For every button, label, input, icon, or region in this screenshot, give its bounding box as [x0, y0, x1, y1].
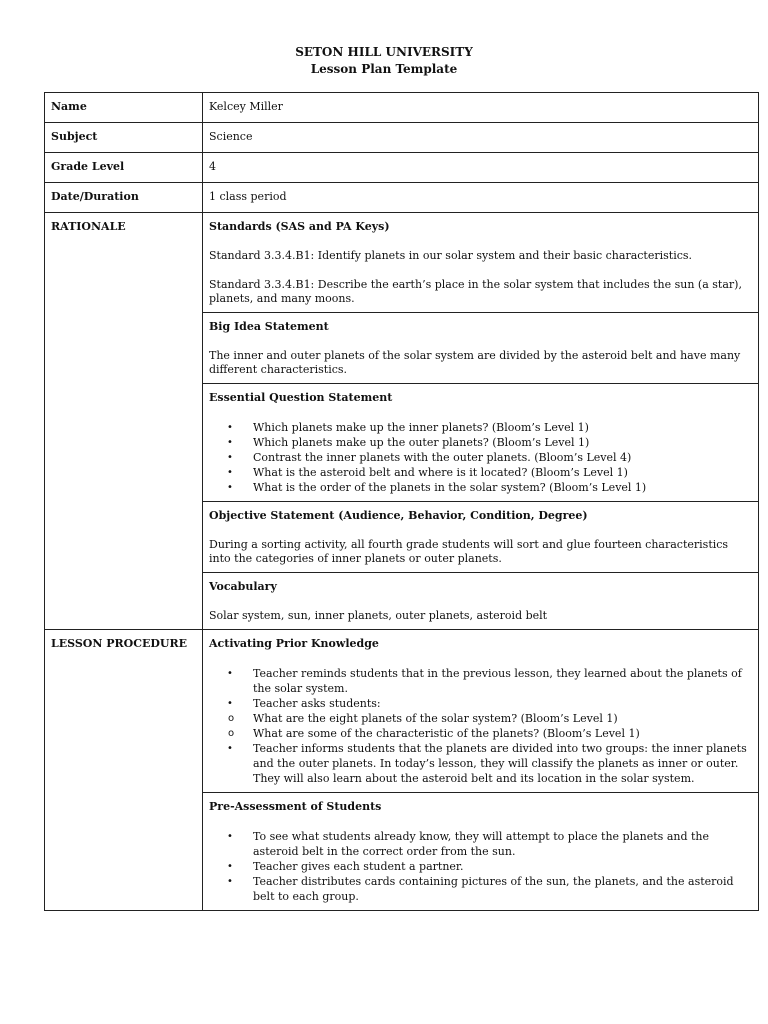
table-row-grade [45, 153, 759, 183]
table-row-name [45, 93, 759, 123]
pre-assessment-heading: Pre-Assessment of Students [209, 800, 382, 813]
objective-cell [203, 502, 759, 573]
sub-list-item: o What are the eight planets of the solar system? (Bloom’s Level 1) [209, 711, 752, 726]
subject-label: Subject [45, 123, 203, 153]
date-value: 1 class period [203, 183, 759, 213]
grade-label: Grade Level [45, 153, 203, 183]
university-name: SETON HILL UNIVERSITY [295, 45, 473, 59]
prior-knowledge-list [209, 666, 752, 786]
list-item: • To see what students already know, they will attempt to place the planets and the asteroid belt in the correct order from the sun. [209, 829, 752, 859]
pre-assessment-cell [203, 793, 759, 911]
standard-2: Standard 3.3.4.B1: Describe the earth’s place in the solar system that includes the sun (a star), planets, and many moons. [209, 278, 742, 305]
list-item: • Teacher reminds students that in the previous lesson, they learned about the planets of the solar system. [209, 666, 752, 696]
big-idea-text: The inner and outer planets of the solar system are divided by the asteroid belt and have many different characteristics. [209, 349, 741, 376]
essential-list [209, 420, 752, 495]
essential-cell [203, 384, 759, 502]
pre-assessment-list [209, 829, 752, 904]
list-item: • Teacher distributes cards containing pictures of the sun, the planets, and the asteroid belt to each group. [209, 874, 752, 904]
vocabulary-text: Solar system, sun, inner planets, outer planets, asteroid belt [209, 609, 548, 622]
big-idea-heading: Big Idea Statement [209, 320, 329, 333]
grade-value: 4 [203, 153, 759, 183]
essential-heading: Essential Question Statement [209, 391, 393, 404]
list-item: • Teacher asks students: [209, 696, 752, 711]
list-item: • What is the asteroid belt and where is it located? (Bloom’s Level 1) [209, 465, 752, 480]
big-idea-cell [203, 313, 759, 384]
objective-heading: Objective Statement (Audience, Behavior, Condition, Degree) [209, 509, 588, 522]
document-subtitle: Lesson Plan Template [310, 62, 458, 76]
list-item: • Which planets make up the outer planets? (Bloom’s Level 1) [209, 435, 752, 450]
list-item: • Teacher gives each student a partner. [209, 859, 752, 874]
table-row-standards [45, 213, 759, 313]
table-row-subject [45, 123, 759, 153]
objective-text: During a sorting activity, all fourth grade students will sort and glue fourteen characteristics into the categories of inner planets or outer planets. [209, 538, 729, 565]
vocabulary-cell [203, 573, 759, 630]
subject-value: Science [203, 123, 759, 153]
standards-cell [203, 213, 759, 313]
document-header [0, 44, 768, 78]
table-row-prior-knowledge [45, 630, 759, 793]
prior-knowledge-heading: Activating Prior Knowledge [209, 637, 379, 650]
list-item: • Teacher informs students that the planets are divided into two groups: the inner planets and the outer planets. In today’s lesson, they will classify the planets as inner or outer. They will also learn about the asteroid belt and its location in the solar system. [209, 741, 752, 786]
standard-1: Standard 3.3.4.B1: Identify planets in our solar system and their basic characteristics. [209, 249, 693, 262]
name-label: Name [45, 93, 203, 123]
list-item: • Which planets make up the inner planets? (Bloom’s Level 1) [209, 420, 752, 435]
date-label: Date/Duration [45, 183, 203, 213]
name-value: Kelcey Miller [203, 93, 759, 123]
rationale-label: RATIONALE [45, 213, 203, 630]
standards-heading: Standards (SAS and PA Keys) [209, 220, 390, 233]
list-item: • What is the order of the planets in the solar system? (Bloom’s Level 1) [209, 480, 752, 495]
lesson-plan-table [44, 92, 759, 911]
sub-list-item: o What are some of the characteristic of the planets? (Bloom’s Level 1) [209, 726, 752, 741]
table-row-date [45, 183, 759, 213]
procedure-label: LESSON PROCEDURE [45, 630, 203, 911]
vocabulary-heading: Vocabulary [209, 580, 277, 593]
list-item: • Contrast the inner planets with the outer planets. (Bloom’s Level 4) [209, 450, 752, 465]
prior-knowledge-cell [203, 630, 759, 793]
